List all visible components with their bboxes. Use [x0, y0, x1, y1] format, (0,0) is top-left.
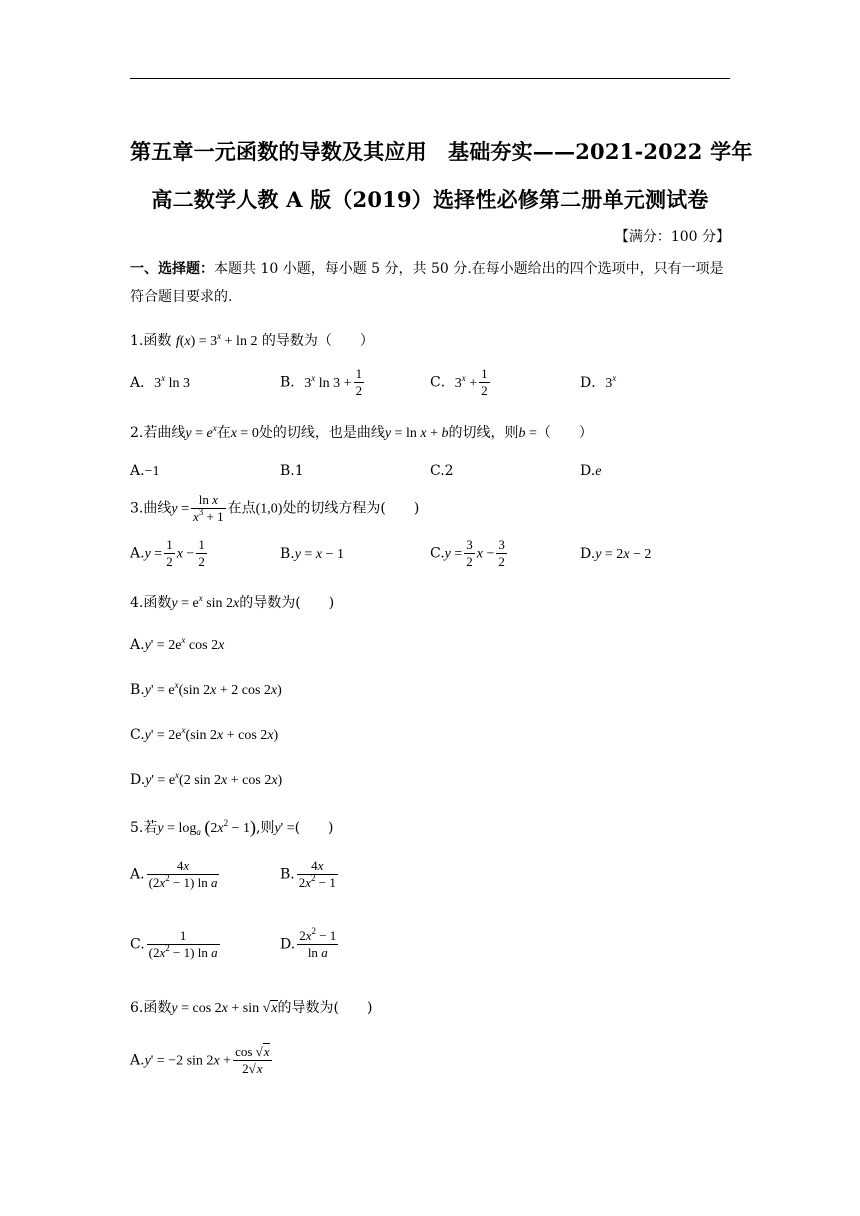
title-line-1: 第五章一元函数的导数及其应用 基础夯实——2021-2022 学年 — [130, 139, 753, 164]
q5-option-c: C. $\frac{1}{(2x^2 - 1) \ln a}$ — [130, 928, 218, 960]
q2-option-d: D.e — [580, 463, 602, 479]
q2-option-c: C.2 — [430, 463, 454, 479]
question-4: 4.函数$y = e^x$ sin 2x的导数为( ) — [130, 593, 335, 611]
full-score: 【满分：100 分】 — [614, 229, 730, 245]
q3-option-a: A.y = $\frac{1}{2}$ x − $\frac{1}{2}$ — [130, 537, 205, 569]
q5-option-a: A. $\frac{4x}{(2x^2 - 1) \ln a}$ — [130, 858, 218, 890]
q1-option-a: A．3$^x$ ln 3 — [130, 373, 191, 391]
q3-option-b: B.y = x − 1 — [280, 546, 344, 562]
question-3: 3.曲线y = $\frac{\text{ln x}}{x^3 + 1}$ 在点(1,0)处的切线方程为( ) — [130, 492, 420, 524]
q3-option-c: C.y = $\frac{3}{2}$ x − $\frac{3}{2}$ — [430, 537, 505, 569]
header-rule — [130, 78, 730, 79]
title-line-2: 高二数学人教 A 版（2019）选择性必修第二册单元测试卷 — [151, 187, 709, 212]
section-text: 本题共 10 小题，每小题 5 分，共 50 分.在每小题给出的四个选项中，只有一项是符合题目要求的. — [130, 261, 724, 305]
q1-option-d: D．3$^x$ — [580, 373, 617, 391]
question-1: 1.函数 $f(x) = 3^x + \ln 2$ 的导数为（ ） — [130, 331, 374, 349]
q1-option-c: C．$3^x$ + $\frac{1}{2}$ — [430, 366, 488, 398]
q1-formula: $f(x) = 3^x + \ln 2$ — [175, 331, 258, 349]
section-heading: 一、选择题： — [130, 261, 214, 277]
q1-option-b: B．3$^x$ ln 3 + $\frac{1}{2}$ — [280, 366, 363, 398]
question-2: 2.若曲线$y = e^x$在x = 0处的切线，也是曲线y = ln x + b的切线，则b =（ ） — [130, 423, 593, 441]
q5-option-d: D. $\frac{2x^2 - 1}{\text{ln a}}$ — [280, 926, 337, 960]
q4-option-d: $D.y' = e^x(2$ sin 2x + cos 2x) — [130, 770, 283, 788]
q3-option-d: D.y = 2x − 2 — [580, 546, 652, 562]
question-6: 6.函数y = cos 2x + sin √x的导数为( ) — [130, 1000, 373, 1016]
q6-option-a: A.y' = −2 sin 2x + $\frac{\cos √x}{2√x}$ — [130, 1044, 270, 1076]
q4-option-c: $C.y' = 2e^x(\sin$ 2x + cos 2x) — [130, 725, 279, 743]
section-instructions — [130, 255, 730, 311]
question-5: 5.若$y = \log_a (2x^2 - 1)$,则y' =( ) — [130, 817, 334, 837]
q2-option-a: A.−1 — [130, 463, 160, 479]
q4-option-a: $A.y' = 2e^x$ cos 2x — [130, 635, 225, 653]
q4-option-b: $B.y' = e^x(\sin$ 2x + 2 cos 2x) — [130, 680, 282, 698]
q2-option-b: B.1 — [280, 463, 304, 479]
q5-option-b: B. $\frac{4x}{2x^2 - 1}$ — [280, 858, 336, 890]
